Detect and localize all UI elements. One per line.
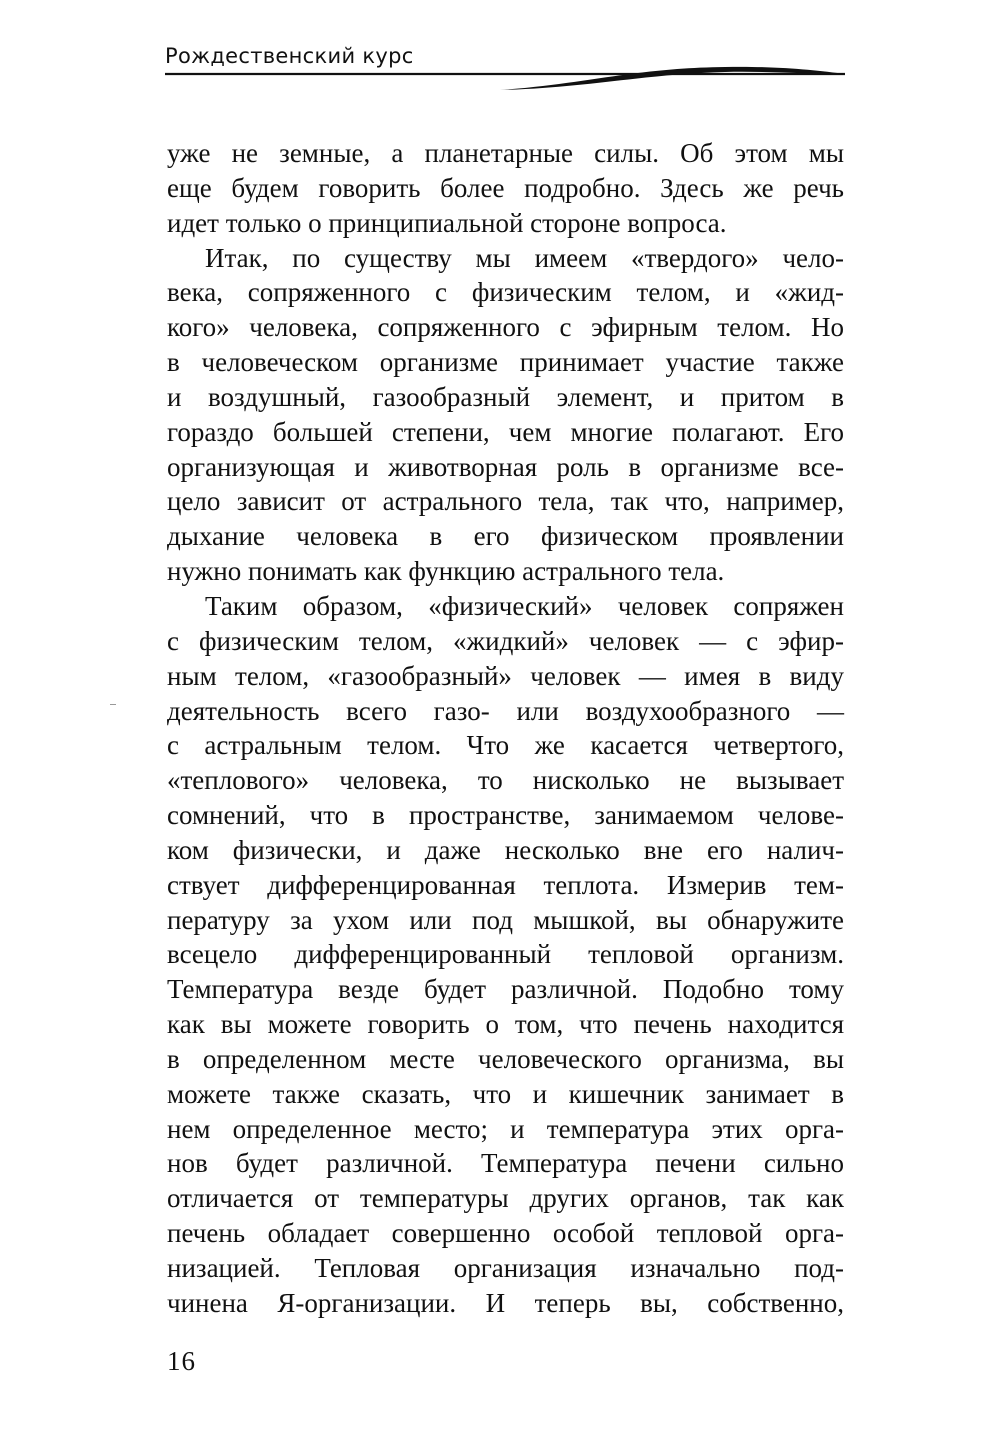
text-line: ком физически, и даже несколько вне его налич- (167, 834, 844, 865)
text-line: еще будем говорить более подробно. Здесь же речь (167, 172, 844, 203)
text-line: нов будет различной. Температура печени сильно (167, 1148, 844, 1179)
text-line: деятельность всего газо- или воздухообразного — (167, 695, 844, 726)
text-line: можете также сказать, что и кишечник занимает в (167, 1078, 844, 1109)
header-rule (165, 62, 845, 102)
text-line: в человеческом организме принимает участие также (167, 347, 844, 378)
text-line: дыхание человека в его физическом проявлении (167, 521, 844, 552)
text-line: века, сопряженного с физическим телом, и «жид- (167, 277, 844, 308)
text-line: нужно понимать как функцию астрального тела. (167, 556, 725, 587)
text-line: гораздо большей степени, чем многие полагают. Его (167, 416, 844, 447)
text-line: с астральным телом. Что же касается четвертого, (167, 730, 844, 761)
text-line: низацией. Тепловая организация изначально под- (167, 1253, 844, 1283)
text-line: Температура везде будет различной. Подобно тому (167, 974, 844, 1005)
text-line: нем определенное место; и температура этих орга- (167, 1113, 844, 1144)
text-line: Таким образом, «физический» человек сопряжен (205, 590, 844, 621)
text-line: идет только о принципиальной стороне вопроса. (167, 207, 727, 238)
text-line: чинена Я-организации. И теперь вы, собственно, (167, 1287, 844, 1318)
text-line: всецело дифференцированный тепловой организм. (167, 939, 844, 970)
margin-mark (110, 704, 116, 705)
text-line: цело зависит от астрального тела, так что, например, (167, 486, 844, 517)
text-line: и воздушный, газообразный элемент, и притом в (167, 381, 844, 412)
text-line: в определенном месте человеческого организма, вы (167, 1043, 844, 1074)
text-line: ным телом, «газообразный» человек — имея в виду (167, 660, 844, 691)
text-line: как вы можете говорить о том, что печень находится (167, 1009, 844, 1040)
text-line: с физическим телом, «жидкий» человек — с эфир- (167, 625, 844, 656)
page-number: 16 (167, 1346, 196, 1376)
text-line: кого» человека, сопряженного с эфирным телом. Но (167, 312, 844, 343)
text-line: организующая и животворная роль в организме все- (167, 451, 844, 482)
text-line: «теплового» человека, то нисколько не вызывает (167, 765, 844, 796)
text-line: уже не земные, а планетарные силы. Об этом мы (167, 138, 844, 168)
running-title: Рождественский курс (165, 44, 414, 68)
text-line: ствует дифференцированная теплота. Измерив тем- (167, 869, 844, 900)
text-line: Итак, по существу мы имеем «твердого» чело- (205, 242, 844, 273)
text-line: сомнений, что в пространстве, занимаемом челове- (167, 800, 844, 831)
body-text (167, 136, 844, 1321)
text-line: отличается от температуры других органов, так как (167, 1183, 844, 1214)
text-line: печень обладает совершенно особой тепловой орга- (167, 1218, 844, 1249)
text-line: пературу за ухом или под мышкой, вы обнаружите (167, 904, 844, 935)
